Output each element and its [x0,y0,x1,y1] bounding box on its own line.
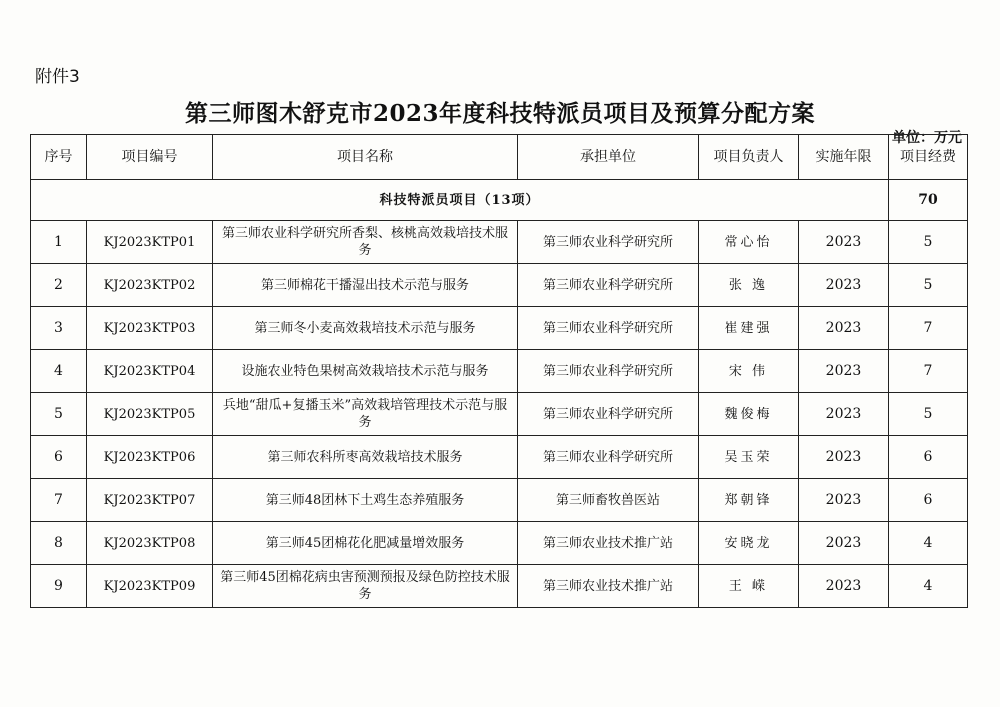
cell-year: 2023 [799,479,889,522]
cell-code: KJ2023KTP04 [87,350,213,393]
section-row [31,180,968,221]
cell-org: 第三师畜牧兽医站 [518,479,699,522]
attachment-label: 附件3 [35,67,80,87]
cell-name: 第三师棉花干播湿出技术示范与服务 [213,264,518,307]
cell-seq: 5 [31,393,87,436]
cell-code: KJ2023KTP09 [87,565,213,608]
cell-name: 第三师农科所枣高效栽培技术服务 [213,436,518,479]
cell-seq: 8 [31,522,87,565]
header-budget: 项目经费 [889,135,968,180]
cell-year: 2023 [799,264,889,307]
cell-seq: 4 [31,350,87,393]
cell-org: 第三师农业科学研究所 [518,264,699,307]
cell-seq: 9 [31,565,87,608]
cell-year: 2023 [799,221,889,264]
cell-leader: 郑朝锋 [699,479,799,522]
table-header-row [31,135,968,180]
cell-budget: 6 [889,436,968,479]
cell-code: KJ2023KTP02 [87,264,213,307]
cell-org: 第三师农业科学研究所 [518,393,699,436]
cell-org: 第三师农业科学研究所 [518,350,699,393]
cell-name: 兵地“甜瓜+复播玉米”高效栽培管理技术示范与服务 [213,393,518,436]
cell-name: 第三师45团棉花病虫害预测预报及绿色防控技术服务 [213,565,518,608]
cell-seq: 3 [31,307,87,350]
cell-org: 第三师农业科学研究所 [518,436,699,479]
table-row [31,436,968,479]
cell-org: 第三师农业技术推广站 [518,565,699,608]
cell-leader: 宋 伟 [699,350,799,393]
cell-leader: 安晓龙 [699,522,799,565]
cell-code: KJ2023KTP05 [87,393,213,436]
project-table [30,134,968,608]
cell-code: KJ2023KTP07 [87,479,213,522]
cell-name: 第三师48团林下土鸡生态养殖服务 [213,479,518,522]
cell-name: 第三师45团棉花化肥减量增效服务 [213,522,518,565]
cell-code: KJ2023KTP06 [87,436,213,479]
table-row [31,264,968,307]
cell-org: 第三师农业科学研究所 [518,221,699,264]
header-code: 项目编号 [87,135,213,180]
cell-leader: 常心怡 [699,221,799,264]
table-row [31,393,968,436]
cell-org: 第三师农业技术推广站 [518,522,699,565]
cell-org: 第三师农业科学研究所 [518,307,699,350]
cell-seq: 7 [31,479,87,522]
cell-budget: 7 [889,350,968,393]
cell-name: 设施农业特色果树高效栽培技术示范与服务 [213,350,518,393]
cell-budget: 6 [889,479,968,522]
cell-seq: 1 [31,221,87,264]
cell-budget: 4 [889,565,968,608]
section-label: 科技特派员项目（13项） [31,180,889,221]
cell-budget: 5 [889,264,968,307]
header-seq: 序号 [31,135,87,180]
cell-year: 2023 [799,307,889,350]
cell-code: KJ2023KTP08 [87,522,213,565]
table-row [31,221,968,264]
cell-seq: 2 [31,264,87,307]
table-row [31,522,968,565]
cell-year: 2023 [799,436,889,479]
cell-leader: 张 逸 [699,264,799,307]
header-org: 承担单位 [518,135,699,180]
cell-code: KJ2023KTP03 [87,307,213,350]
cell-budget: 4 [889,522,968,565]
unit-label: 单位：万元 [892,130,962,146]
header-leader: 项目负责人 [699,135,799,180]
cell-budget: 5 [889,221,968,264]
header-name: 项目名称 [213,135,518,180]
document-title: 第三师图木舒克市2023年度科技特派员项目及预算分配方案 [184,100,815,127]
cell-leader: 崔建强 [699,307,799,350]
cell-leader: 王 嵘 [699,565,799,608]
table-row [31,479,968,522]
cell-name: 第三师冬小麦高效栽培技术示范与服务 [213,307,518,350]
section-total: 70 [889,180,968,221]
cell-code: KJ2023KTP01 [87,221,213,264]
cell-year: 2023 [799,350,889,393]
cell-leader: 吴玉荣 [699,436,799,479]
cell-year: 2023 [799,565,889,608]
cell-seq: 6 [31,436,87,479]
cell-budget: 7 [889,307,968,350]
cell-budget: 5 [889,393,968,436]
header-year: 实施年限 [799,135,889,180]
table-row [31,350,968,393]
cell-name: 第三师农业科学研究所香梨、核桃高效栽培技术服务 [213,221,518,264]
cell-leader: 魏俊梅 [699,393,799,436]
table-row [31,307,968,350]
cell-year: 2023 [799,393,889,436]
cell-year: 2023 [799,522,889,565]
table-row [31,565,968,608]
